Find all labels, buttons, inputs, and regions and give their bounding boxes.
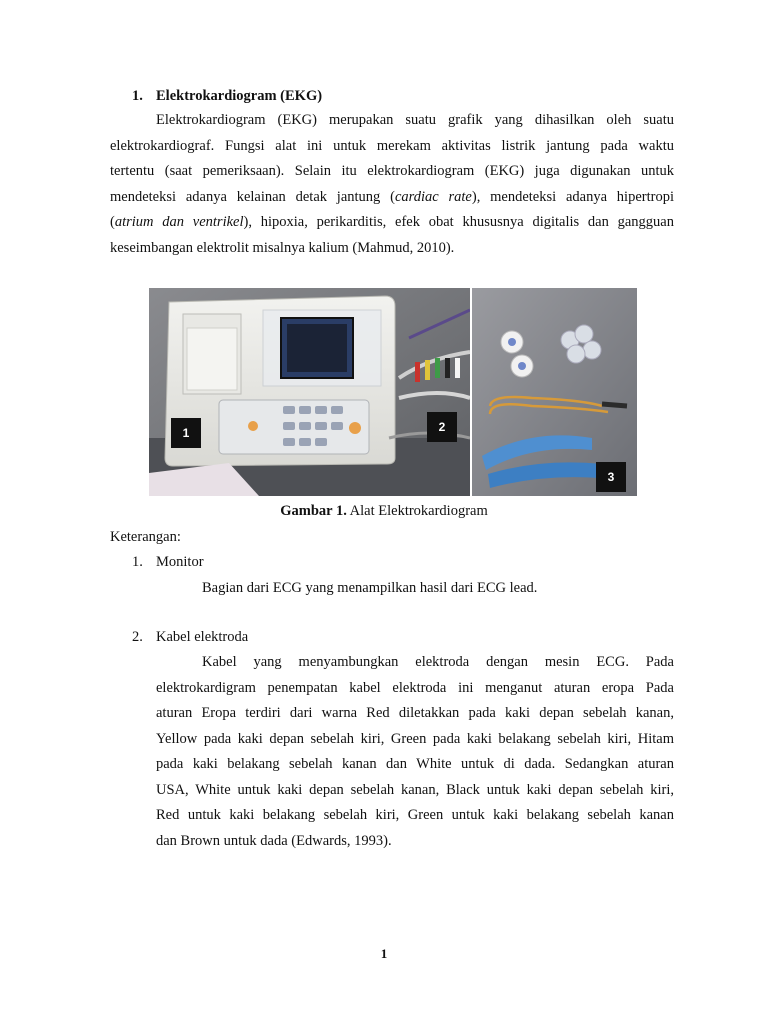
intro-line: tertentu (saat pemeriksaan). Selain itu elektrokardiogram (EKG) juga digunakan untuk [110, 163, 674, 179]
kabel-line: Kabel yang menyambungkan elektroda dengan mesin ECG. Pada [202, 654, 674, 670]
ecg-machine-photo [149, 288, 470, 496]
figure-label-2: 2 [427, 412, 457, 442]
kabel-line: Yellow pada kaki depan sebelah kiri, Green pada kaki belakang sebelah kiri, Hitam [156, 730, 674, 747]
kabel-line: pada kaki belakang sebelah kanan dan White untuk di dada. Sedangkan aturan [156, 756, 674, 772]
kabel-line: aturan Eropa terdiri dari warna Red diletakkan pada kaki depan sebelah kanan, [156, 705, 674, 721]
section-title: Elektrokardiogram (EKG) [156, 88, 323, 104]
section-number: 1. [132, 88, 143, 104]
intro-line: keseimbangan elektrolit misalnya kalium (Mahmud, 2010). [110, 239, 455, 256]
kabel-line: dan Brown untuk dada (Edwards, 1993). [156, 832, 392, 849]
italic-term: atrium dan ventrikel [114, 214, 244, 230]
caption-text: Alat Elektrokardiogram [346, 503, 488, 519]
keterangan-label: Keterangan: [110, 529, 181, 545]
list-item-kabel-elektroda: Kabel elektroda [156, 629, 249, 645]
list-item-monitor: Monitor [156, 554, 204, 570]
kabel-description [156, 650, 674, 854]
list-item-number: 2. [132, 629, 143, 645]
page-number: 1 [380, 946, 388, 961]
italic-term: cardiac rate [394, 188, 472, 205]
figure-caption [0, 503, 768, 520]
ecg-machine-image [149, 288, 470, 496]
intro-line: mendeteksi adanya kelainan detak jantung (cardiac rate), mendeteksi adanya hipertropi [110, 188, 674, 205]
kabel-line: USA, White untuk kaki depan sebelah kanan, Black untuk kaki depan sebelah kiri, [156, 781, 674, 798]
electrodes-photo [472, 288, 637, 496]
figure-label-3: 3 [596, 462, 626, 492]
intro-line: Elektrokardiogram (EKG) merupakan suatu grafik yang dihasilkan oleh suatu [156, 112, 674, 128]
kabel-line: elektrokardigram penempatan kabel elektroda ini menganut aturan eropa Pada [156, 679, 674, 696]
caption-label: Gambar 1. [280, 503, 347, 519]
intro-line: elektrokardiograf. Fungsi alat ini untuk merekam aktivitas listrik jantung pada waktu [110, 137, 674, 154]
intro-paragraph [110, 108, 674, 261]
intro-line: (atrium dan ventrikel), hipoxia, perikarditis, efek obat khususnya digitalis dan gangguan [110, 214, 674, 230]
figure-label-1: 1 [171, 418, 201, 448]
monitor-description: Bagian dari ECG yang menampilkan hasil dari ECG lead. [202, 580, 538, 596]
ecg-figure [149, 288, 637, 496]
kabel-line: Red untuk kaki belakang sebelah kiri, Green untuk kaki belakang sebelah kanan [156, 807, 674, 823]
list-item-number: 1. [132, 554, 143, 570]
section-heading [132, 88, 322, 105]
